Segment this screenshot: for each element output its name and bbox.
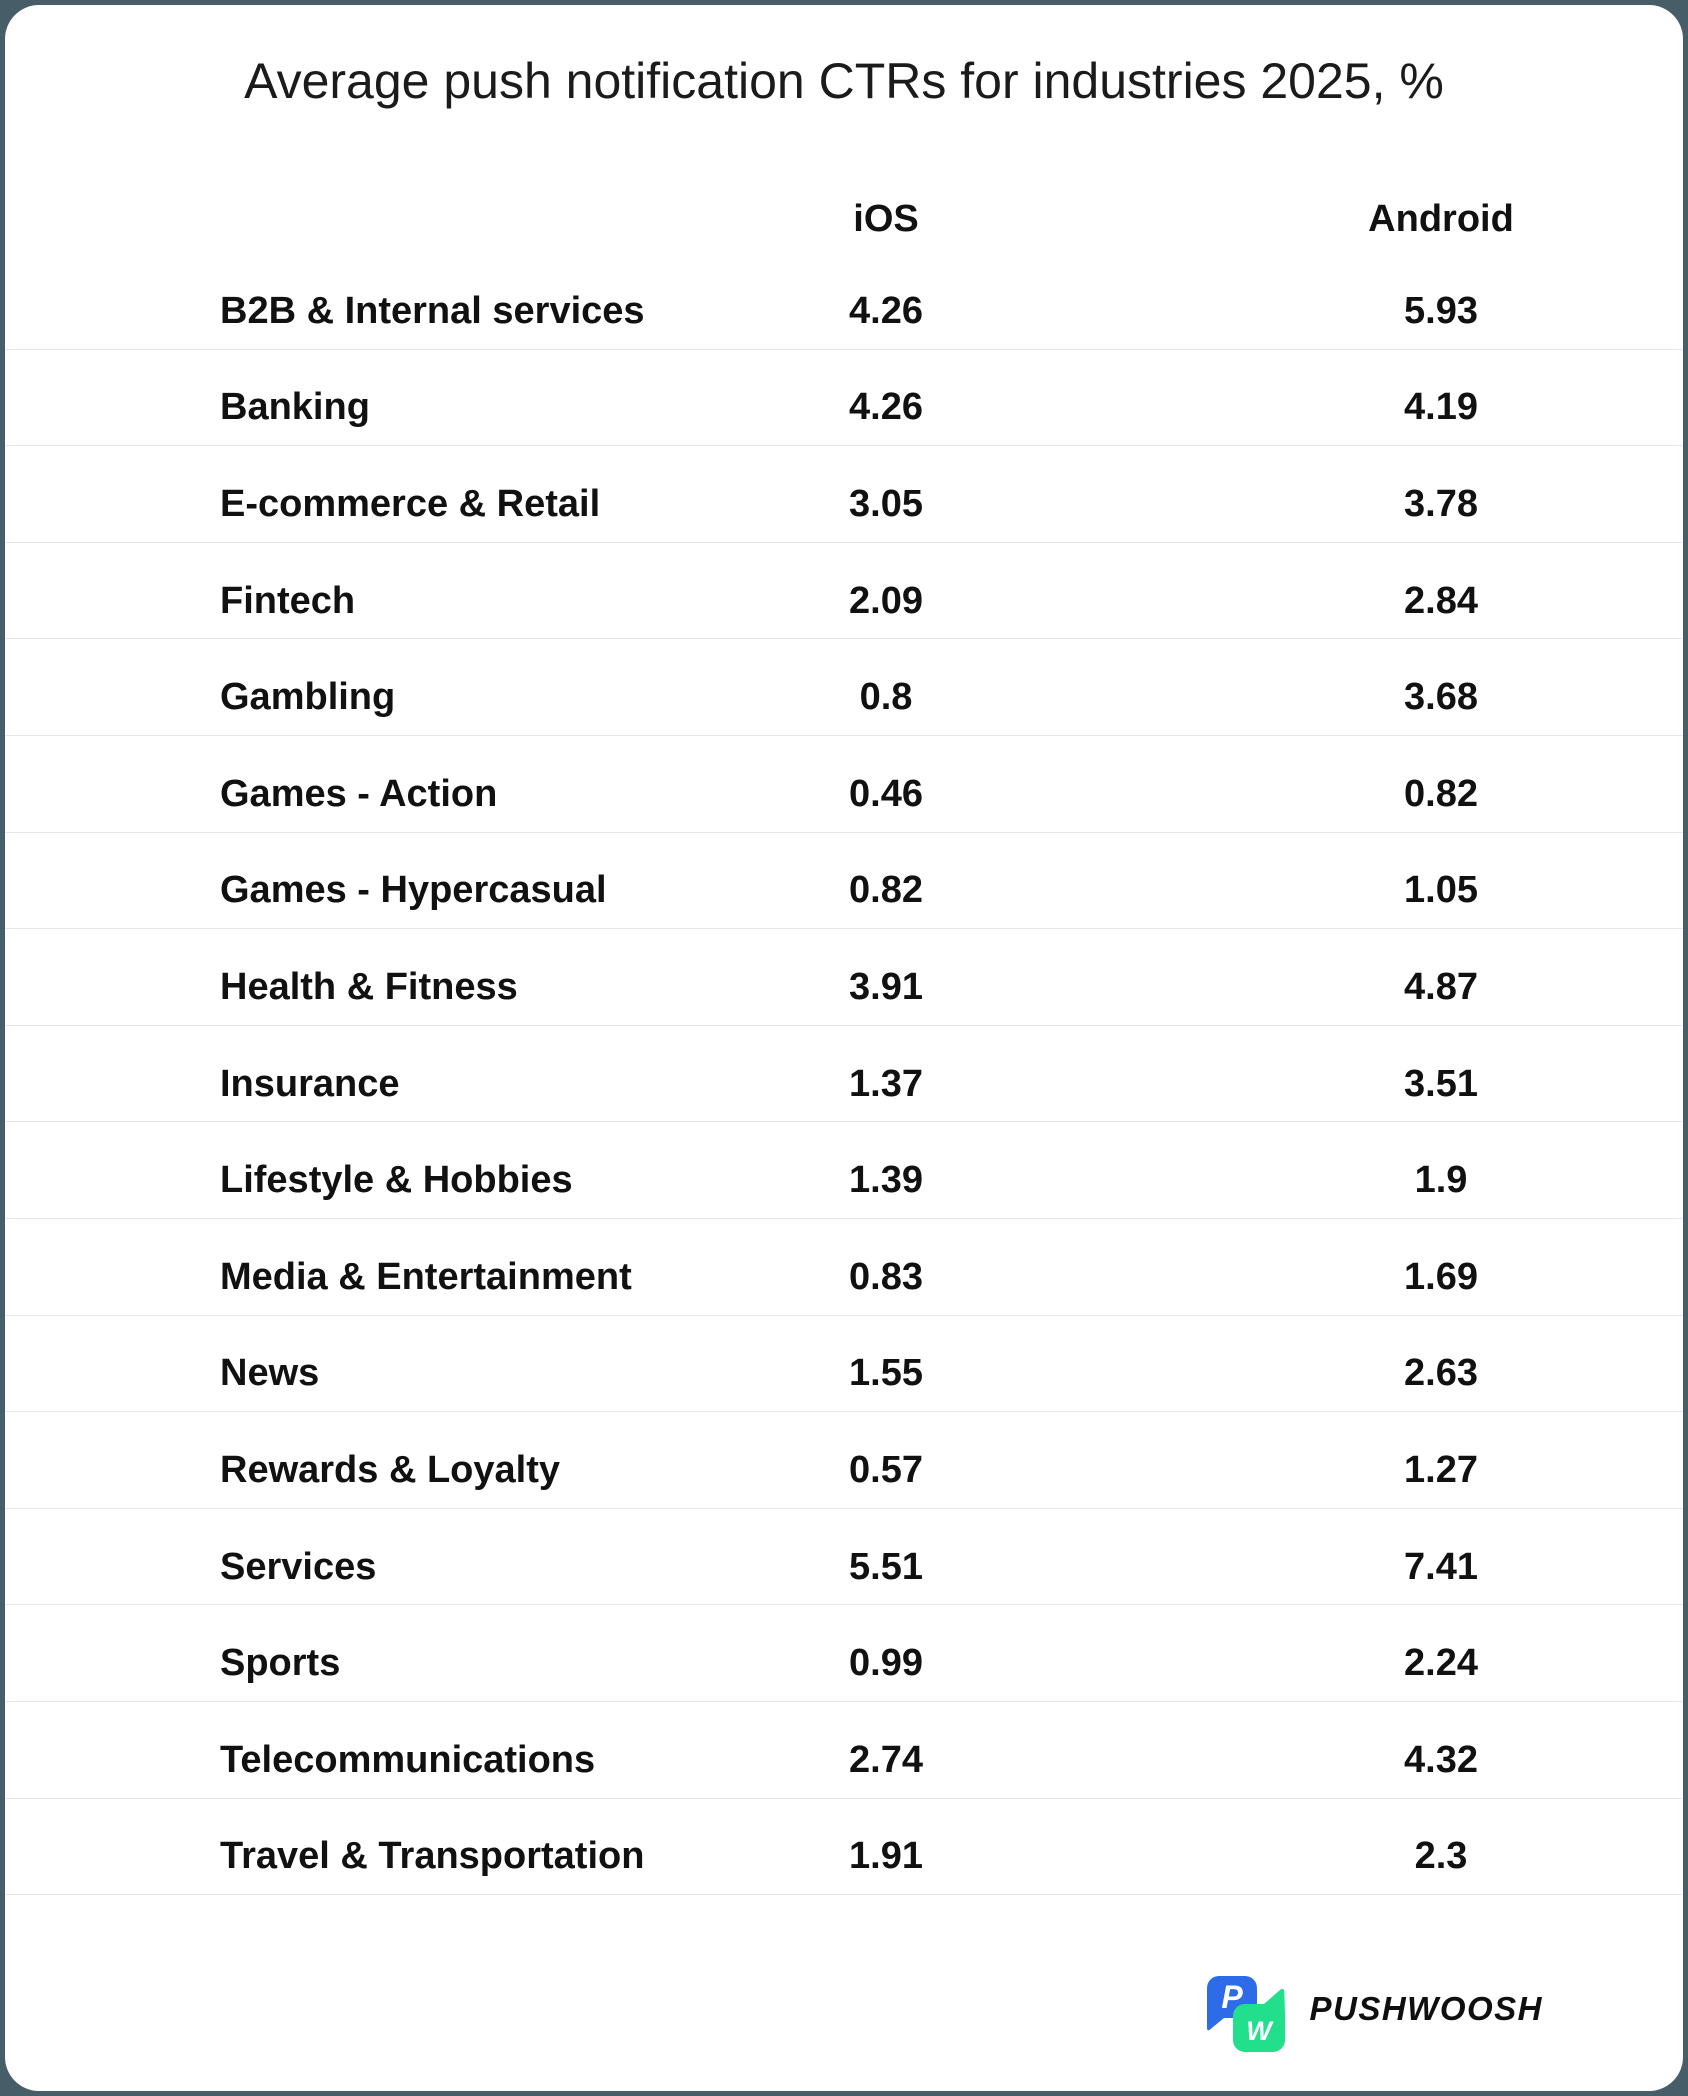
- table-row: [5, 1605, 1683, 1702]
- table-row: [5, 639, 1683, 736]
- ios-value: 0.83: [849, 1255, 923, 1298]
- android-value: 3.68: [1404, 676, 1478, 719]
- ios-value: 1.91: [849, 1835, 923, 1878]
- ios-value: 4.26: [849, 386, 923, 429]
- industry-label: Gambling: [220, 676, 396, 719]
- table-row: [5, 1412, 1683, 1509]
- android-value: 3.51: [1404, 1062, 1478, 1105]
- android-value: 0.82: [1404, 772, 1478, 815]
- ios-value: 1.37: [849, 1062, 923, 1105]
- ios-value: 0.8: [859, 676, 913, 719]
- pushwoosh-logo: [1201, 1970, 1543, 2054]
- table-row: [5, 1799, 1683, 1896]
- industry-label: Travel & Transportation: [220, 1835, 645, 1878]
- ios-value: 5.51: [849, 1545, 923, 1588]
- table-row: [5, 929, 1683, 1026]
- industry-label: E-commerce & Retail: [220, 482, 601, 525]
- ios-value: 0.46: [849, 772, 923, 815]
- ios-value: 1.55: [849, 1352, 923, 1395]
- ios-value: 0.82: [849, 869, 923, 912]
- android-value: 3.78: [1404, 482, 1478, 525]
- industry-label: Games - Hypercasual: [220, 869, 607, 912]
- table-row: [5, 1026, 1683, 1123]
- table-row: [5, 1702, 1683, 1799]
- pushwoosh-logo-text: PUSHWOOSH: [1309, 1990, 1543, 2027]
- industry-label: B2B & Internal services: [220, 289, 645, 332]
- android-value: 5.93: [1404, 289, 1478, 332]
- industry-label: Fintech: [220, 579, 356, 622]
- android-value: 1.9: [1414, 1159, 1468, 1202]
- android-value: 1.27: [1404, 1448, 1478, 1491]
- industry-label: Sports: [220, 1642, 341, 1685]
- android-value: 1.05: [1404, 869, 1478, 912]
- industry-label: Media & Entertainment: [220, 1255, 632, 1298]
- android-value: 2.63: [1404, 1352, 1478, 1395]
- ios-value: 4.26: [849, 289, 923, 332]
- ios-value: 2.74: [849, 1738, 923, 1781]
- industry-label: Health & Fitness: [220, 965, 518, 1008]
- table-row: [5, 543, 1683, 640]
- android-value: 1.69: [1404, 1255, 1478, 1298]
- android-value: 4.87: [1404, 965, 1478, 1008]
- logo-letter-p: P: [1221, 1979, 1244, 2015]
- ios-value: 3.05: [849, 482, 923, 525]
- table-row: [5, 1122, 1683, 1219]
- table-row: [5, 833, 1683, 930]
- table-row: [5, 1219, 1683, 1316]
- logo-letter-w: W: [1246, 2016, 1273, 2046]
- industry-label: Games - Action: [220, 772, 498, 815]
- page-title: Average push notification CTRs for industries 2025, %: [244, 53, 1444, 109]
- table-row: [5, 446, 1683, 543]
- ios-value: 1.39: [849, 1159, 923, 1202]
- ios-value: 0.99: [849, 1642, 923, 1685]
- table-header-row: [5, 197, 1683, 241]
- pushwoosh-bubbles-icon: [1201, 1970, 1293, 2054]
- table-row: [5, 350, 1683, 447]
- android-value: 4.19: [1404, 386, 1478, 429]
- table-row: [5, 736, 1683, 833]
- infographic-card: [5, 5, 1683, 2091]
- industry-label: Services: [220, 1545, 377, 1588]
- ios-value: 0.57: [849, 1448, 923, 1491]
- column-header-android: Android: [1368, 197, 1514, 240]
- ios-value: 2.09: [849, 579, 923, 622]
- table-row: [5, 1509, 1683, 1606]
- android-value: 4.32: [1404, 1738, 1478, 1781]
- industry-label: Telecommunications: [220, 1738, 596, 1781]
- industry-label: Insurance: [220, 1062, 400, 1105]
- ctr-table: [5, 253, 1683, 1895]
- industry-label: Lifestyle & Hobbies: [220, 1159, 573, 1202]
- table-row: [5, 1316, 1683, 1413]
- android-value: 2.84: [1404, 579, 1478, 622]
- android-value: 2.3: [1414, 1835, 1468, 1878]
- ios-value: 3.91: [849, 965, 923, 1008]
- table-row: [5, 253, 1683, 350]
- industry-label: Banking: [220, 386, 370, 429]
- column-header-ios: iOS: [853, 197, 919, 240]
- android-value: 2.24: [1404, 1642, 1478, 1685]
- industry-label: News: [220, 1352, 320, 1395]
- android-value: 7.41: [1404, 1545, 1478, 1588]
- industry-label: Rewards & Loyalty: [220, 1448, 560, 1491]
